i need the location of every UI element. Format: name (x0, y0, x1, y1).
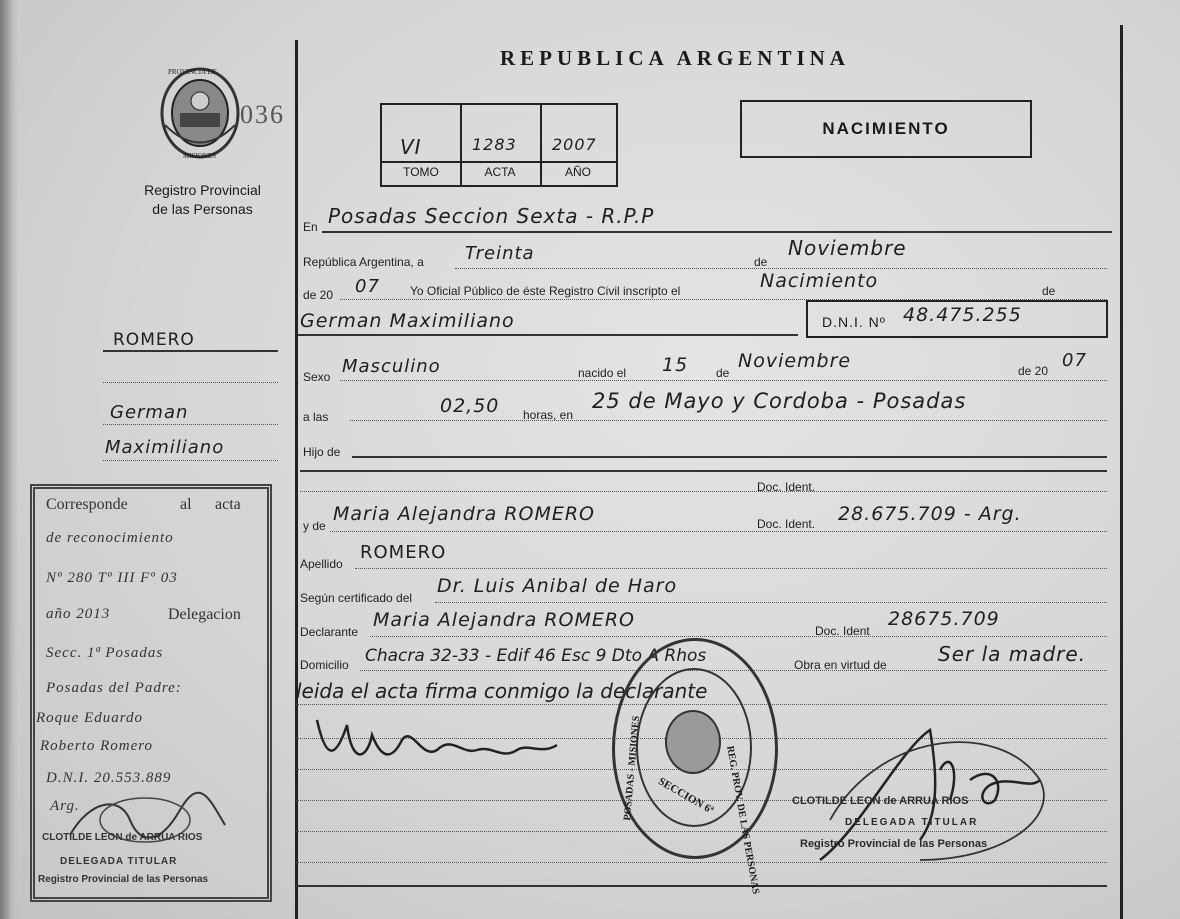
nacido-de-label: de (716, 366, 730, 380)
rep-label: República Argentina, a (303, 255, 424, 269)
stamp-line-3: Nº 280 Tº III Fº 03 (46, 570, 178, 586)
hijo-label: Hijo de (303, 445, 341, 459)
yde-label: y de (303, 519, 326, 533)
madre-doc-value: 28.675.709 - Arg. (838, 503, 1022, 525)
madre-value: Maria Alejandra ROMERO (333, 503, 596, 525)
stamp-line-5: Secc. 1ª Posadas (46, 645, 164, 661)
officer-name: CLOTILDE LEON de ARRUA RIOS (792, 795, 969, 807)
rep-de-label: de (754, 255, 768, 269)
margin-rule-2 (103, 382, 278, 383)
stamp-line-6: Posadas del Padre: (46, 680, 182, 696)
seal-ring-right: REG. PROV. DE LAS PERSONAS (724, 745, 762, 896)
margin-given-2: Maximiliano (105, 437, 225, 458)
nacido-de20-label: de 20 (1018, 364, 1049, 378)
hijo-rule (352, 456, 1107, 458)
de20-label: de 20 (303, 288, 334, 302)
father-doc-label: Doc. Ident. (757, 480, 816, 494)
page-edge-shadow (0, 0, 18, 919)
declarante-doc-label: Doc. Ident (815, 624, 870, 638)
nacido-month: Noviembre (738, 350, 852, 372)
margin-rule-1 (103, 350, 278, 352)
nacido-year: 07 (1062, 350, 1087, 371)
oficial-label: Yo Oficial Público de éste Registro Civil inscripto el (410, 284, 681, 298)
stamp-line-1c: acta (215, 496, 241, 513)
stamp-line-2: de reconocimiento (46, 530, 174, 546)
acta-value: 1283 (472, 135, 517, 154)
seal-label-bottom: MISIONES (183, 152, 217, 160)
margin-given-1: German (110, 402, 189, 423)
serial-number: 036 (240, 100, 285, 129)
en-value: Posadas Seccion Sexta - R.P.P (328, 204, 655, 228)
declarante-label: Declarante (300, 625, 359, 639)
month-value: Noviembre (788, 236, 907, 260)
left-border-line (295, 40, 298, 919)
nacido-label: nacido el (578, 366, 627, 380)
tomo-label: TOMO (403, 165, 439, 179)
stamp-line-1b: al (180, 496, 192, 513)
record-box-divider (382, 161, 616, 163)
en-rule (322, 231, 1112, 233)
stamp-line-10: Arg. (50, 798, 80, 814)
seal-label-top: PROVINCIA DE (168, 68, 217, 76)
declarant-signature (312, 705, 562, 775)
hora-value: 02,50 (440, 395, 500, 417)
obra-label: Obra en virtud de (794, 658, 887, 672)
declarante-value: Maria Alejandra ROMERO (373, 609, 636, 631)
seal-ring-bottom: SECCION 6ª (656, 775, 716, 817)
apellido-rule (355, 568, 1107, 569)
stamp-officer-title: DELEGADA TITULAR (60, 856, 178, 867)
horas-label: horas, en (523, 408, 574, 422)
tomo-value: VI (400, 135, 422, 159)
mother-doc-label: Doc. Ident. (757, 517, 816, 531)
declarante-rule (370, 636, 1107, 637)
oficial-de-label: de (1042, 284, 1056, 298)
domicilio-label: Domicilio (300, 658, 349, 672)
cert-value: Dr. Luis Anibal de Haro (437, 575, 678, 597)
stamp-line-4b: Delegacion (168, 606, 241, 623)
stamp-line-4a: año 2013 (46, 606, 111, 622)
dni-value: 48.475.255 (903, 304, 1022, 326)
apellido-value: ROMERO (360, 542, 447, 563)
sexo-label: Sexo (303, 370, 331, 384)
margin-rule-4 (103, 460, 278, 461)
sexo-rule (340, 380, 1107, 381)
name-rule (298, 334, 798, 336)
child-name-value: German Maximiliano (300, 310, 515, 332)
dni-box (806, 300, 1108, 338)
stamp-line-7: Roque Eduardo (36, 710, 144, 726)
hijo-rule-2 (300, 470, 1107, 472)
seal-ring-left: POSADAS - MISIONES (622, 715, 643, 821)
margin-surname: ROMERO (113, 330, 195, 350)
declarante-doc-value: 28675.709 (888, 608, 1000, 630)
rep-value: Treinta (465, 243, 535, 264)
rep-rule (455, 268, 1107, 269)
year-value: 07 (355, 276, 380, 297)
stamp-officer-name: CLOTILDE LEON de ARRUA RIOS (42, 832, 203, 843)
agency-line-1: Registro Provincial (144, 182, 261, 198)
anio-value: 2007 (552, 135, 597, 154)
sexo-value: Masculino (342, 356, 441, 377)
margin-rule-3 (103, 424, 278, 425)
leida-value: leida el acta firma conmigo la declarante (296, 679, 708, 703)
dni-label: D.N.I. Nº (822, 314, 886, 330)
lugar-value: 25 de Mayo y Cordoba - Posadas (592, 389, 967, 413)
province-coat-of-arms (155, 65, 245, 165)
nacido-day: 15 (662, 354, 689, 376)
domicilio-value: Chacra 32-33 - Edif 46 Esc 9 Dto A Rhos (365, 646, 707, 666)
alas-label: a las (303, 410, 329, 424)
agency-name (100, 181, 305, 219)
officer-org: Registro Provincial de las Personas (800, 838, 988, 850)
obra-value: Ser la madre. (938, 642, 1087, 666)
acta-label: ACTA (484, 165, 516, 179)
agency-line-2: de las Personas (152, 201, 253, 217)
stamp-line-1a: Corresponde (46, 496, 128, 513)
right-border-line (1120, 25, 1123, 919)
madre-rule (330, 531, 1107, 532)
record-number-box (380, 103, 618, 187)
officer-title: DELEGADA TITULAR (845, 817, 979, 828)
stamp-officer-org: Registro Provincial de las Personas (38, 874, 209, 885)
alas-rule (350, 420, 1107, 421)
anio-label: AÑO (564, 165, 591, 179)
stamp-line-8: Roberto Romero (40, 738, 154, 754)
bottom-rule (296, 885, 1107, 887)
father-doc-rule (300, 491, 1107, 492)
cert-label: Según certificado del (300, 591, 413, 605)
document-type-box: NACIMIENTO (740, 100, 1032, 158)
inscripto-value: Nacimiento (760, 270, 879, 292)
en-label: En (303, 220, 318, 234)
cert-rule (435, 602, 1107, 603)
stamp-line-9: D.N.I. 20.553.889 (46, 770, 172, 786)
country-title: REPUBLICA ARGENTINA (500, 46, 850, 70)
apellido-label: Apellido (300, 557, 343, 571)
seal-emblem (665, 710, 721, 774)
